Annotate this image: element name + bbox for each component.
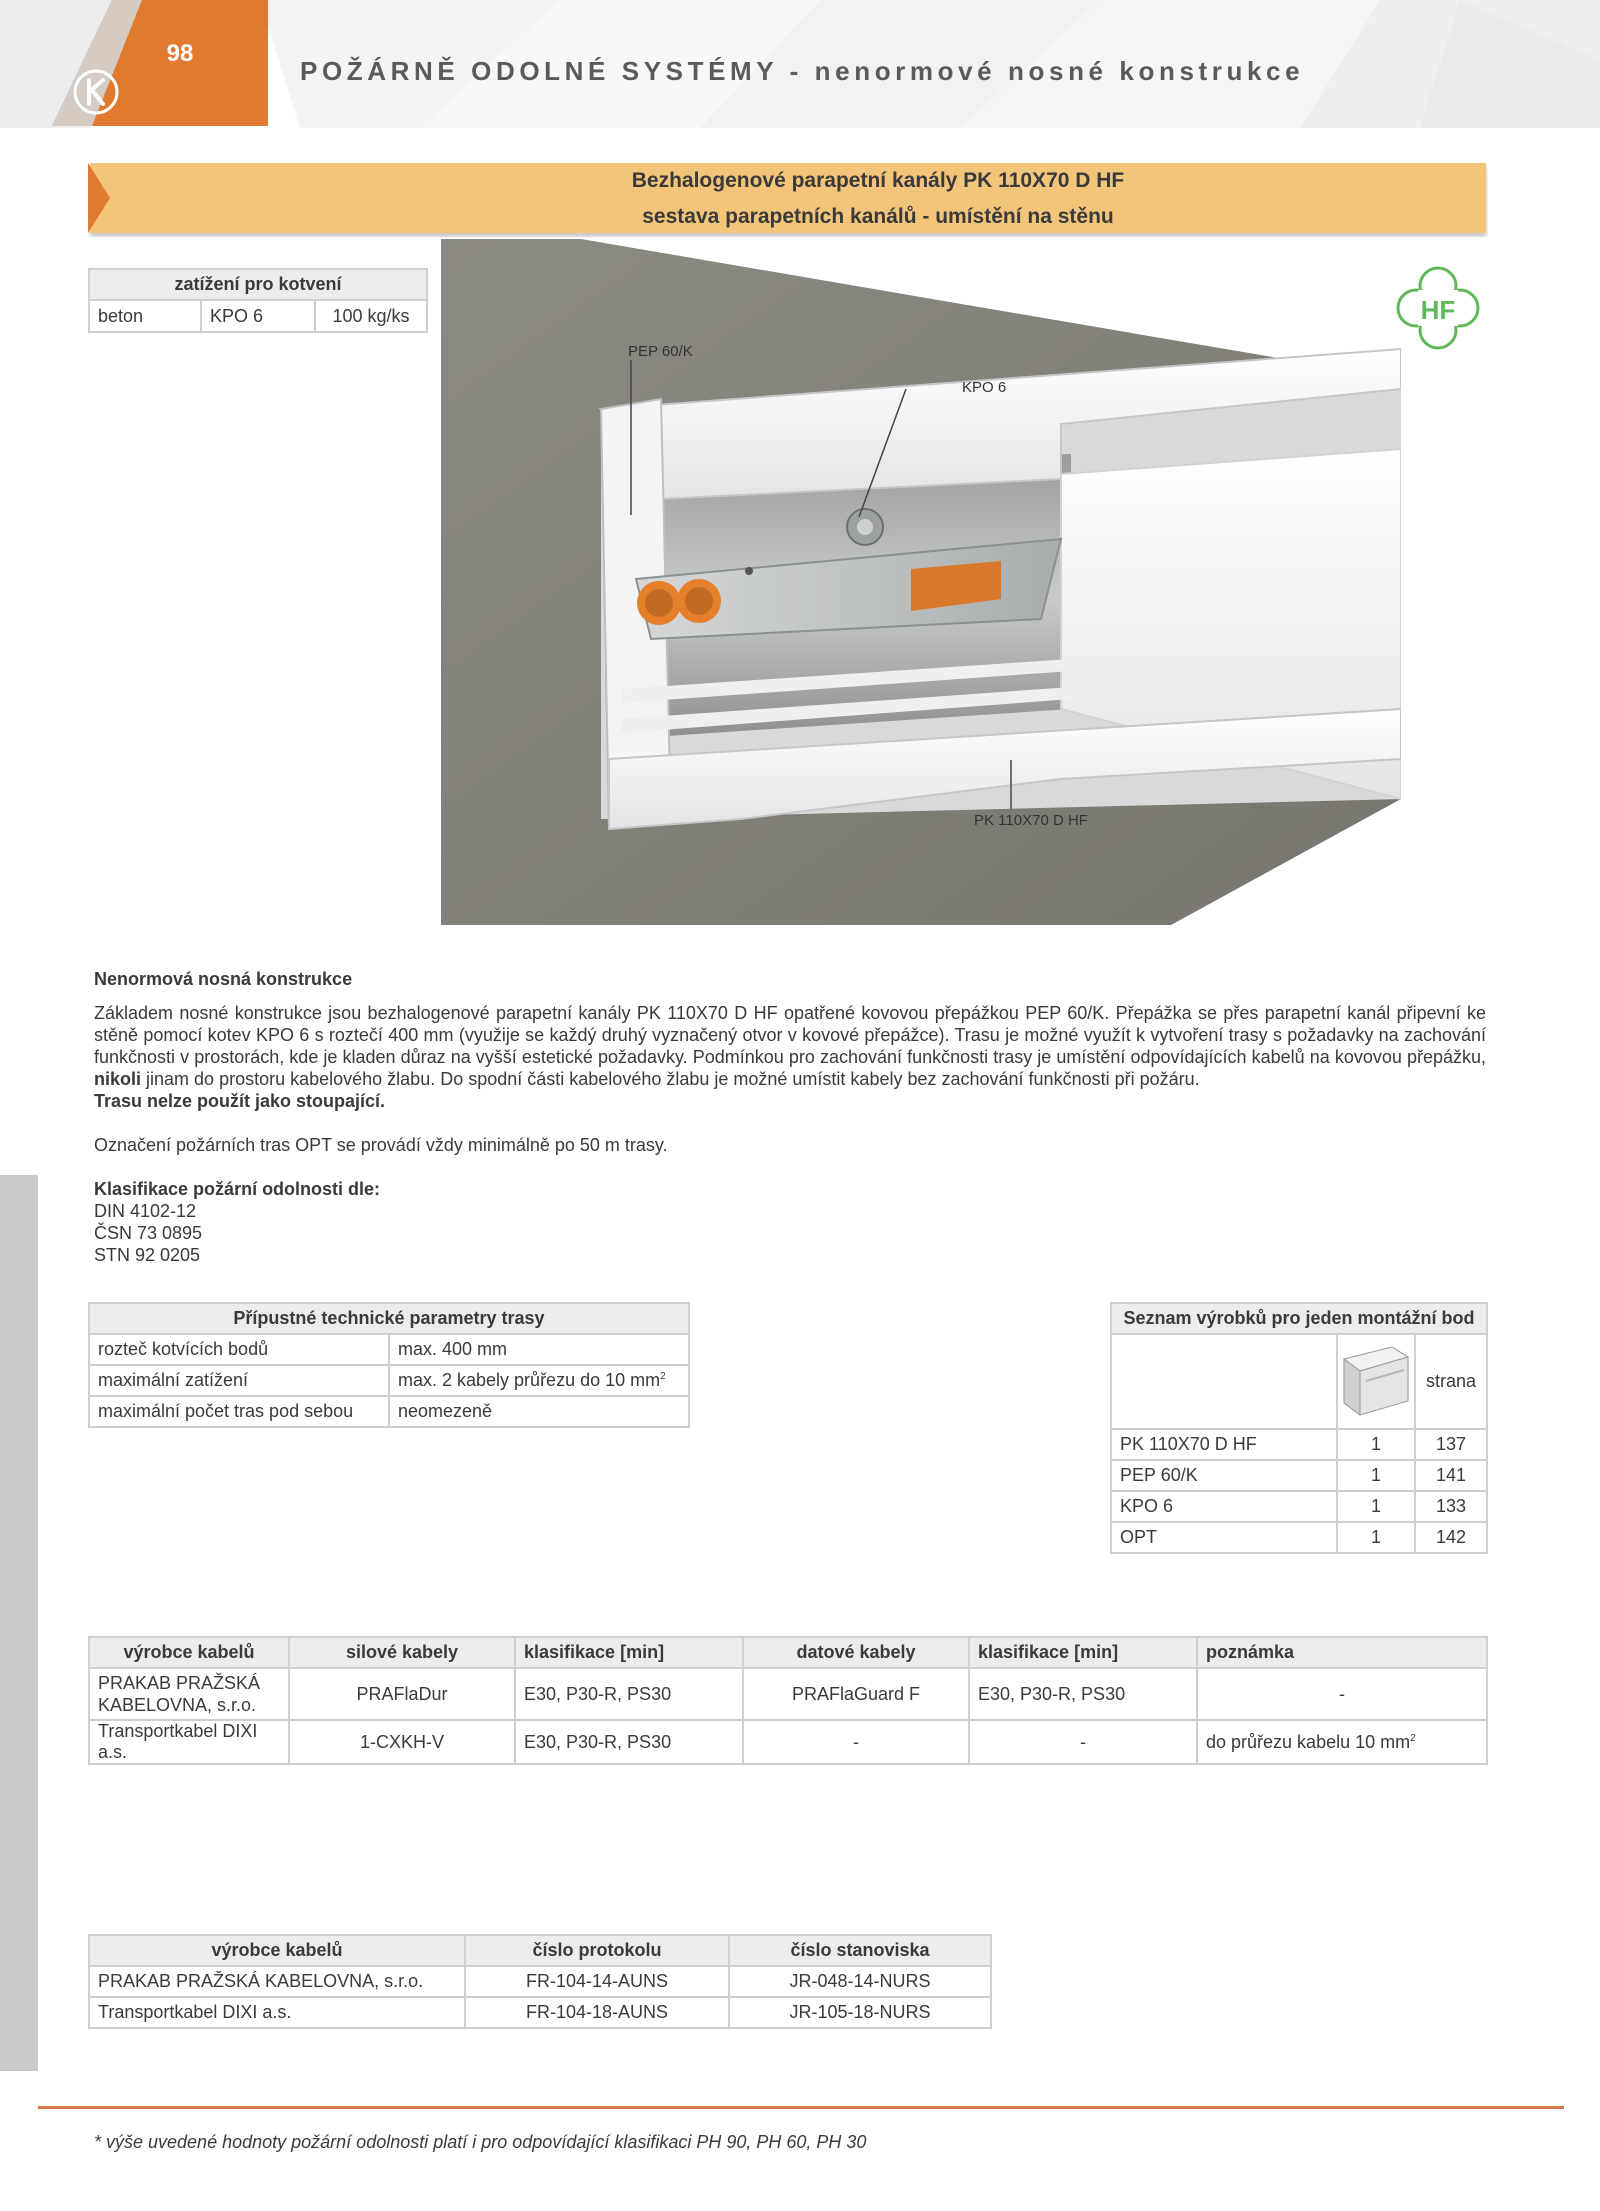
- table-row: [89, 1365, 689, 1396]
- load-table: [88, 268, 428, 333]
- table-row: [1111, 1460, 1487, 1491]
- table-cell: PRAKAB PRAŽSKÁ KABELOVNA, s.r.o.: [89, 1668, 289, 1720]
- table-row: [1111, 1429, 1487, 1460]
- table-cell: 133: [1415, 1491, 1487, 1522]
- column-header: klasifikace [min]: [515, 1637, 743, 1668]
- superscript: 2: [1410, 1732, 1416, 1744]
- table-cell: 1: [1337, 1429, 1415, 1460]
- table-row: [89, 1966, 991, 1997]
- warning-text: Trasu nelze použít jako stoupající.: [94, 1091, 386, 1111]
- table-cell: PRAFlaDur: [289, 1668, 515, 1720]
- column-header: datové kabely: [743, 1637, 969, 1668]
- section-banner: [88, 163, 1488, 237]
- label-kpo: KPO 6: [962, 379, 1007, 396]
- column-header: klasifikace [min]: [969, 1637, 1197, 1668]
- column-header: poznámka: [1197, 1637, 1487, 1668]
- table-cell: PRAKAB PRAŽSKÁ KABELOVNA, s.r.o.: [89, 1966, 465, 1997]
- emphasis-text: nikoli: [94, 1069, 142, 1089]
- table-header-row: [89, 1935, 991, 1966]
- table-cell: FR-104-14-AUNS: [465, 1966, 729, 1997]
- page-number: 98: [166, 40, 194, 67]
- marking-note: Označení požárních tras OPT se provádí vždy minimálně po 50 m trasy.: [94, 1135, 668, 1155]
- column-header: silové kabely: [289, 1637, 515, 1668]
- table-cell: OPT: [1111, 1522, 1337, 1553]
- table-row: [89, 1668, 1487, 1720]
- section-heading: Nenormová nosná konstrukce: [94, 969, 353, 989]
- table-cell: neomezeně: [389, 1396, 689, 1427]
- table-cell: 137: [1415, 1429, 1487, 1460]
- table-cell: beton: [89, 300, 201, 332]
- hf-badge-text: HF: [1420, 295, 1456, 325]
- cell-text: max. 2 kabely průřezu do 10 mm: [398, 1370, 661, 1390]
- table-row: [1111, 1334, 1487, 1429]
- table-cell: E30, P30-R, PS30: [515, 1720, 743, 1764]
- table-cell: Transportkabel DIXI a.s.: [89, 1997, 465, 2028]
- table-row: [89, 1720, 1487, 1764]
- load-table-header: zatížení pro kotvení: [89, 269, 427, 300]
- table-cell: 100 kg/ks: [315, 300, 427, 332]
- page-header: [0, 0, 1600, 128]
- table-cell: -: [743, 1720, 969, 1764]
- table-cell: FR-104-18-AUNS: [465, 1997, 729, 2028]
- hf-badge-icon: [1396, 266, 1480, 350]
- table-row: [89, 1334, 689, 1365]
- product-photo: [441, 239, 1401, 925]
- protocols-table: [88, 1934, 992, 2029]
- table-cell: [1111, 1334, 1337, 1429]
- column-header: číslo protokolu: [465, 1935, 729, 1966]
- banner-title: Bezhalogenové parapetní kanály PK 110X70 D HF: [631, 169, 1125, 192]
- table-cell: 142: [1415, 1522, 1487, 1553]
- table-cell: E30, P30-R, PS30: [515, 1668, 743, 1720]
- table-cell: [389, 1365, 689, 1396]
- footer-rule: [38, 2106, 1564, 2109]
- standard-item: STN 92 0205: [94, 1245, 201, 1265]
- cell-text: do průřezu kabelu 10 mm: [1206, 1731, 1411, 1752]
- standard-item: ČSN 73 0895: [94, 1223, 203, 1243]
- duct-icon: [1340, 1337, 1412, 1421]
- footnote: * výše uvedené hodnoty požární odolnosti platí i pro odpovídající klasifikaci PH 90, PH 60, PH 30: [94, 2132, 867, 2152]
- table-cell: Transportkabel DIXI a.s.: [89, 1720, 289, 1764]
- table-cell: maximální počet tras pod sebou: [89, 1396, 389, 1427]
- running-title: POŽÁRNĚ ODOLNÉ SYSTÉMY - nenormové nosné konstrukce: [300, 56, 1305, 86]
- table-cell: PK 110X70 D HF: [1111, 1429, 1337, 1460]
- table-cell: 1: [1337, 1522, 1415, 1553]
- table-header-row: [89, 1637, 1487, 1668]
- table-cell: [1337, 1334, 1415, 1429]
- table-cell: 1-CXKH-V: [289, 1720, 515, 1764]
- table-cell: PEP 60/K: [1111, 1460, 1337, 1491]
- company-logo-icon: [72, 68, 120, 116]
- banner-subtitle: sestava parapetních kanálů - umístění na stěnu: [642, 205, 1114, 228]
- table-cell: KPO 6: [201, 300, 315, 332]
- table-cell: -: [1197, 1668, 1487, 1720]
- table-cell: 1: [1337, 1460, 1415, 1491]
- table-cell: max. 400 mm: [389, 1334, 689, 1365]
- table-cell: rozteč kotvících bodů: [89, 1334, 389, 1365]
- products-table-header: Seznam výrobků pro jeden montážní bod: [1111, 1303, 1487, 1334]
- page-column-header: strana: [1415, 1334, 1487, 1429]
- table-row: [1111, 1522, 1487, 1553]
- description: [94, 968, 1486, 1266]
- table-cell: JR-048-14-NURS: [729, 1966, 991, 1997]
- paragraph-text: Základem nosné konstrukce jsou bezhalogenové parapetní kanály PK 110X70 D HF opatřené kovovou přepážkou PEP 60/K. Přepážka se přes parapetní kanál připevní ke stěně pomocí kotev KPO 6 s roztečí 400 mm (využije se každý druhý vyznačený otvor v kovové přepážce). Trasu je možné využít k vytvoření trasy s požadavky na zachování funkčnosti v prostorách, kde je kladen důraz na vyšší estetické požadavky. Podmínkou pro zachování funkčnosti trasy je umístění odpovídajících kabelů na kovovou přepážku,: [94, 1003, 1486, 1067]
- table-row: [89, 1396, 689, 1427]
- table-cell: KPO 6: [1111, 1491, 1337, 1522]
- table-cell: 1: [1337, 1491, 1415, 1522]
- column-header: číslo stanoviska: [729, 1935, 991, 1966]
- products-table: [1110, 1302, 1488, 1554]
- parameters-table: [88, 1302, 690, 1428]
- column-header: výrobce kabelů: [89, 1637, 289, 1668]
- side-bar: [0, 1175, 38, 2071]
- paragraph-text: jinam do prostoru kabelového žlabu. Do spodní části kabelového žlabu je možné umístit kabely bez zachování funkčnosti při požáru.: [146, 1069, 1200, 1089]
- table-cell: PRAFlaGuard F: [743, 1668, 969, 1720]
- parameters-table-header: Přípustné technické parametry trasy: [89, 1303, 689, 1334]
- table-cell: -: [969, 1720, 1197, 1764]
- superscript: 2: [660, 1371, 666, 1382]
- table-cell: E30, P30-R, PS30: [969, 1668, 1197, 1720]
- label-pep: PEP 60/K: [628, 343, 693, 360]
- table-cell: JR-105-18-NURS: [729, 1997, 991, 2028]
- classification-heading: Klasifikace požární odolnosti dle:: [94, 1179, 381, 1199]
- table-cell: 141: [1415, 1460, 1487, 1491]
- table-cell: [1197, 1720, 1487, 1764]
- column-header: výrobce kabelů: [89, 1935, 465, 1966]
- table-row: [1111, 1491, 1487, 1522]
- label-pk: PK 110X70 D HF: [974, 812, 1088, 829]
- table-row: [89, 1997, 991, 2028]
- description-paragraph: [94, 1002, 1486, 1090]
- cables-table: [88, 1636, 1488, 1765]
- standard-item: DIN 4102-12: [94, 1201, 197, 1221]
- table-cell: maximální zatížení: [89, 1365, 389, 1396]
- table-row: [89, 300, 427, 332]
